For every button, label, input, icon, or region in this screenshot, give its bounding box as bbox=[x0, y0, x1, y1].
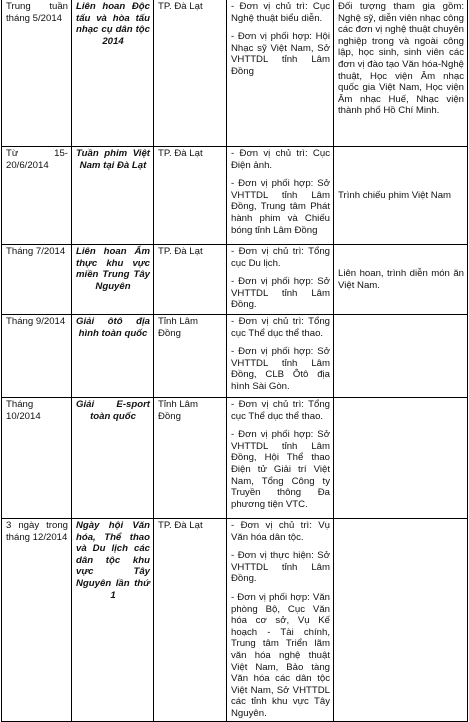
organizer-line: - Đơn vị phối hợp: Sở VHTTDL tỉnh Lâm Đồng, Trung tâm Phát hành phim và Chiếu bóng tỉnh Lâm Đồng bbox=[231, 178, 330, 236]
organizer-line: - Đơn vị phối hợp: Văn phòng Bộ, Cục Văn hóa cơ sở, Vụ Kế hoạch - Tài chính, Trung tâm Triển lãm văn hóa nghệ thuật Việt Nam, Bảo tàng Văn hóa các dân tộc Việt Nam, Sở VHTTDL các tỉnh khu vực Tây Nguyên. bbox=[231, 591, 330, 719]
event-time-cell: 3 ngày trong tháng 12/2014 bbox=[2, 519, 72, 722]
organizer-line: - Đơn vị phối hợp: Hội Nhạc sỹ Việt Nam, Sở VHTTDL tỉnh Lâm Đồng bbox=[231, 31, 330, 77]
event-name-cell: Giải E-sport toàn quốc bbox=[72, 398, 154, 519]
event-note-cell bbox=[334, 315, 468, 398]
event-organizers-cell bbox=[227, 0, 334, 147]
event-name-cell: Liên hoan Độc tấu và hòa tấu nhạc cụ dân tộc 2014 bbox=[72, 0, 154, 147]
organizer-line: - Đơn vị phối hợp: Sở VHTTDL tỉnh Lâm Đồng. bbox=[231, 276, 330, 311]
table-row bbox=[2, 315, 468, 398]
event-time-cell: Tháng 10/2014 bbox=[2, 398, 72, 519]
event-place-cell: TP. Đà Lạt bbox=[154, 147, 227, 245]
event-organizers-cell bbox=[227, 147, 334, 245]
organizer-line: - Đơn vị chủ trì: Tổng cục Du lịch. bbox=[231, 246, 330, 269]
table-row bbox=[2, 519, 468, 722]
table-row bbox=[2, 398, 468, 519]
organizer-line: - Đơn vị thực hiện: Sở VHTTDL tỉnh Lâm Đồng. bbox=[231, 550, 330, 585]
event-organizers-cell bbox=[227, 315, 334, 398]
table-row bbox=[2, 0, 468, 147]
event-organizers-cell bbox=[227, 398, 334, 519]
organizer-line: - Đơn vị chủ trì: Cục Điện ảnh. bbox=[231, 148, 330, 171]
event-note-cell: Liên hoan, trình diễn món ăn Việt Nam. bbox=[334, 245, 468, 315]
organizer-line: - Đơn vị phối hợp: Sở VHTTDL tỉnh Lâm Đồng, CLB Ôtô địa hình Sài Gòn. bbox=[231, 346, 330, 392]
event-note-cell: Trình chiếu phim Việt Nam bbox=[334, 147, 468, 245]
event-place-cell: TP. Đà Lạt bbox=[154, 519, 227, 722]
organizer-line: - Đơn vị chủ trì: Tổng cục Thể dục thể thao. bbox=[231, 316, 330, 339]
event-time-cell: Trung tuần tháng 5/2014 bbox=[2, 0, 72, 147]
event-note-cell bbox=[334, 398, 468, 519]
organizer-line: - Đơn vị chủ trì: Cục Nghệ thuật biểu diễn. bbox=[231, 1, 330, 24]
event-organizers-cell bbox=[227, 245, 334, 315]
event-place-cell: Tỉnh Lâm Đồng bbox=[154, 398, 227, 519]
table-row bbox=[2, 147, 468, 245]
event-name-cell: Ngày hội Văn hóa, Thể thao và Du lịch các dân tộc khu vực Tây Nguyên lần thứ 1 bbox=[72, 519, 154, 722]
table-row bbox=[2, 245, 468, 315]
events-table-body bbox=[2, 0, 468, 721]
event-time-cell: Từ 15-20/6/2014 bbox=[2, 147, 72, 245]
events-table bbox=[1, 0, 468, 722]
organizer-line: - Đơn vị phối hợp: Sở VHTTDL tỉnh Lâm Đồng, Hội Thể thao Điện tử Giải trí Việt Nam, Tổng Công ty Truyền thông Đa phương tiện VTC. bbox=[231, 429, 330, 510]
event-name-cell: Liên hoan Ẩm thực khu vực miền Trung Tây Nguyên bbox=[72, 245, 154, 315]
event-note-cell bbox=[334, 519, 468, 722]
event-place-cell: TP. Đà Lạt bbox=[154, 245, 227, 315]
event-time-cell: Tháng 9/2014 bbox=[2, 315, 72, 398]
organizer-line: - Đơn vị chủ trì: Vụ Văn hóa dân tộc. bbox=[231, 520, 330, 543]
event-name-cell: Giải ôtô địa hình toàn quốc bbox=[72, 315, 154, 398]
organizer-line: - Đơn vị chủ trì: Tổng cục Thể dục thể thao. bbox=[231, 399, 330, 422]
event-organizers-cell bbox=[227, 519, 334, 722]
event-name-cell: Tuần phim Việt Nam tại Đà Lạt bbox=[72, 147, 154, 245]
event-place-cell: TP. Đà Lạt bbox=[154, 0, 227, 147]
event-note-cell: Đối tượng tham gia gồm: Nghệ sỹ, diễn viên nhạc công các đơn vị nghệ thuật chuyên nghiệp trong và ngoài công lập, học sinh, sinh viên các đơn vị đào tạo Văn hóa-Nghệ thuật, Học viện Âm nhạc quốc gia Việt Nam, Học viện Âm nhạc Huế, Nhạc viện thành phố Hồ Chí Minh. bbox=[334, 0, 468, 147]
event-time-cell: Tháng 7/2014 bbox=[2, 245, 72, 315]
event-place-cell: Tỉnh Lâm Đồng bbox=[154, 315, 227, 398]
